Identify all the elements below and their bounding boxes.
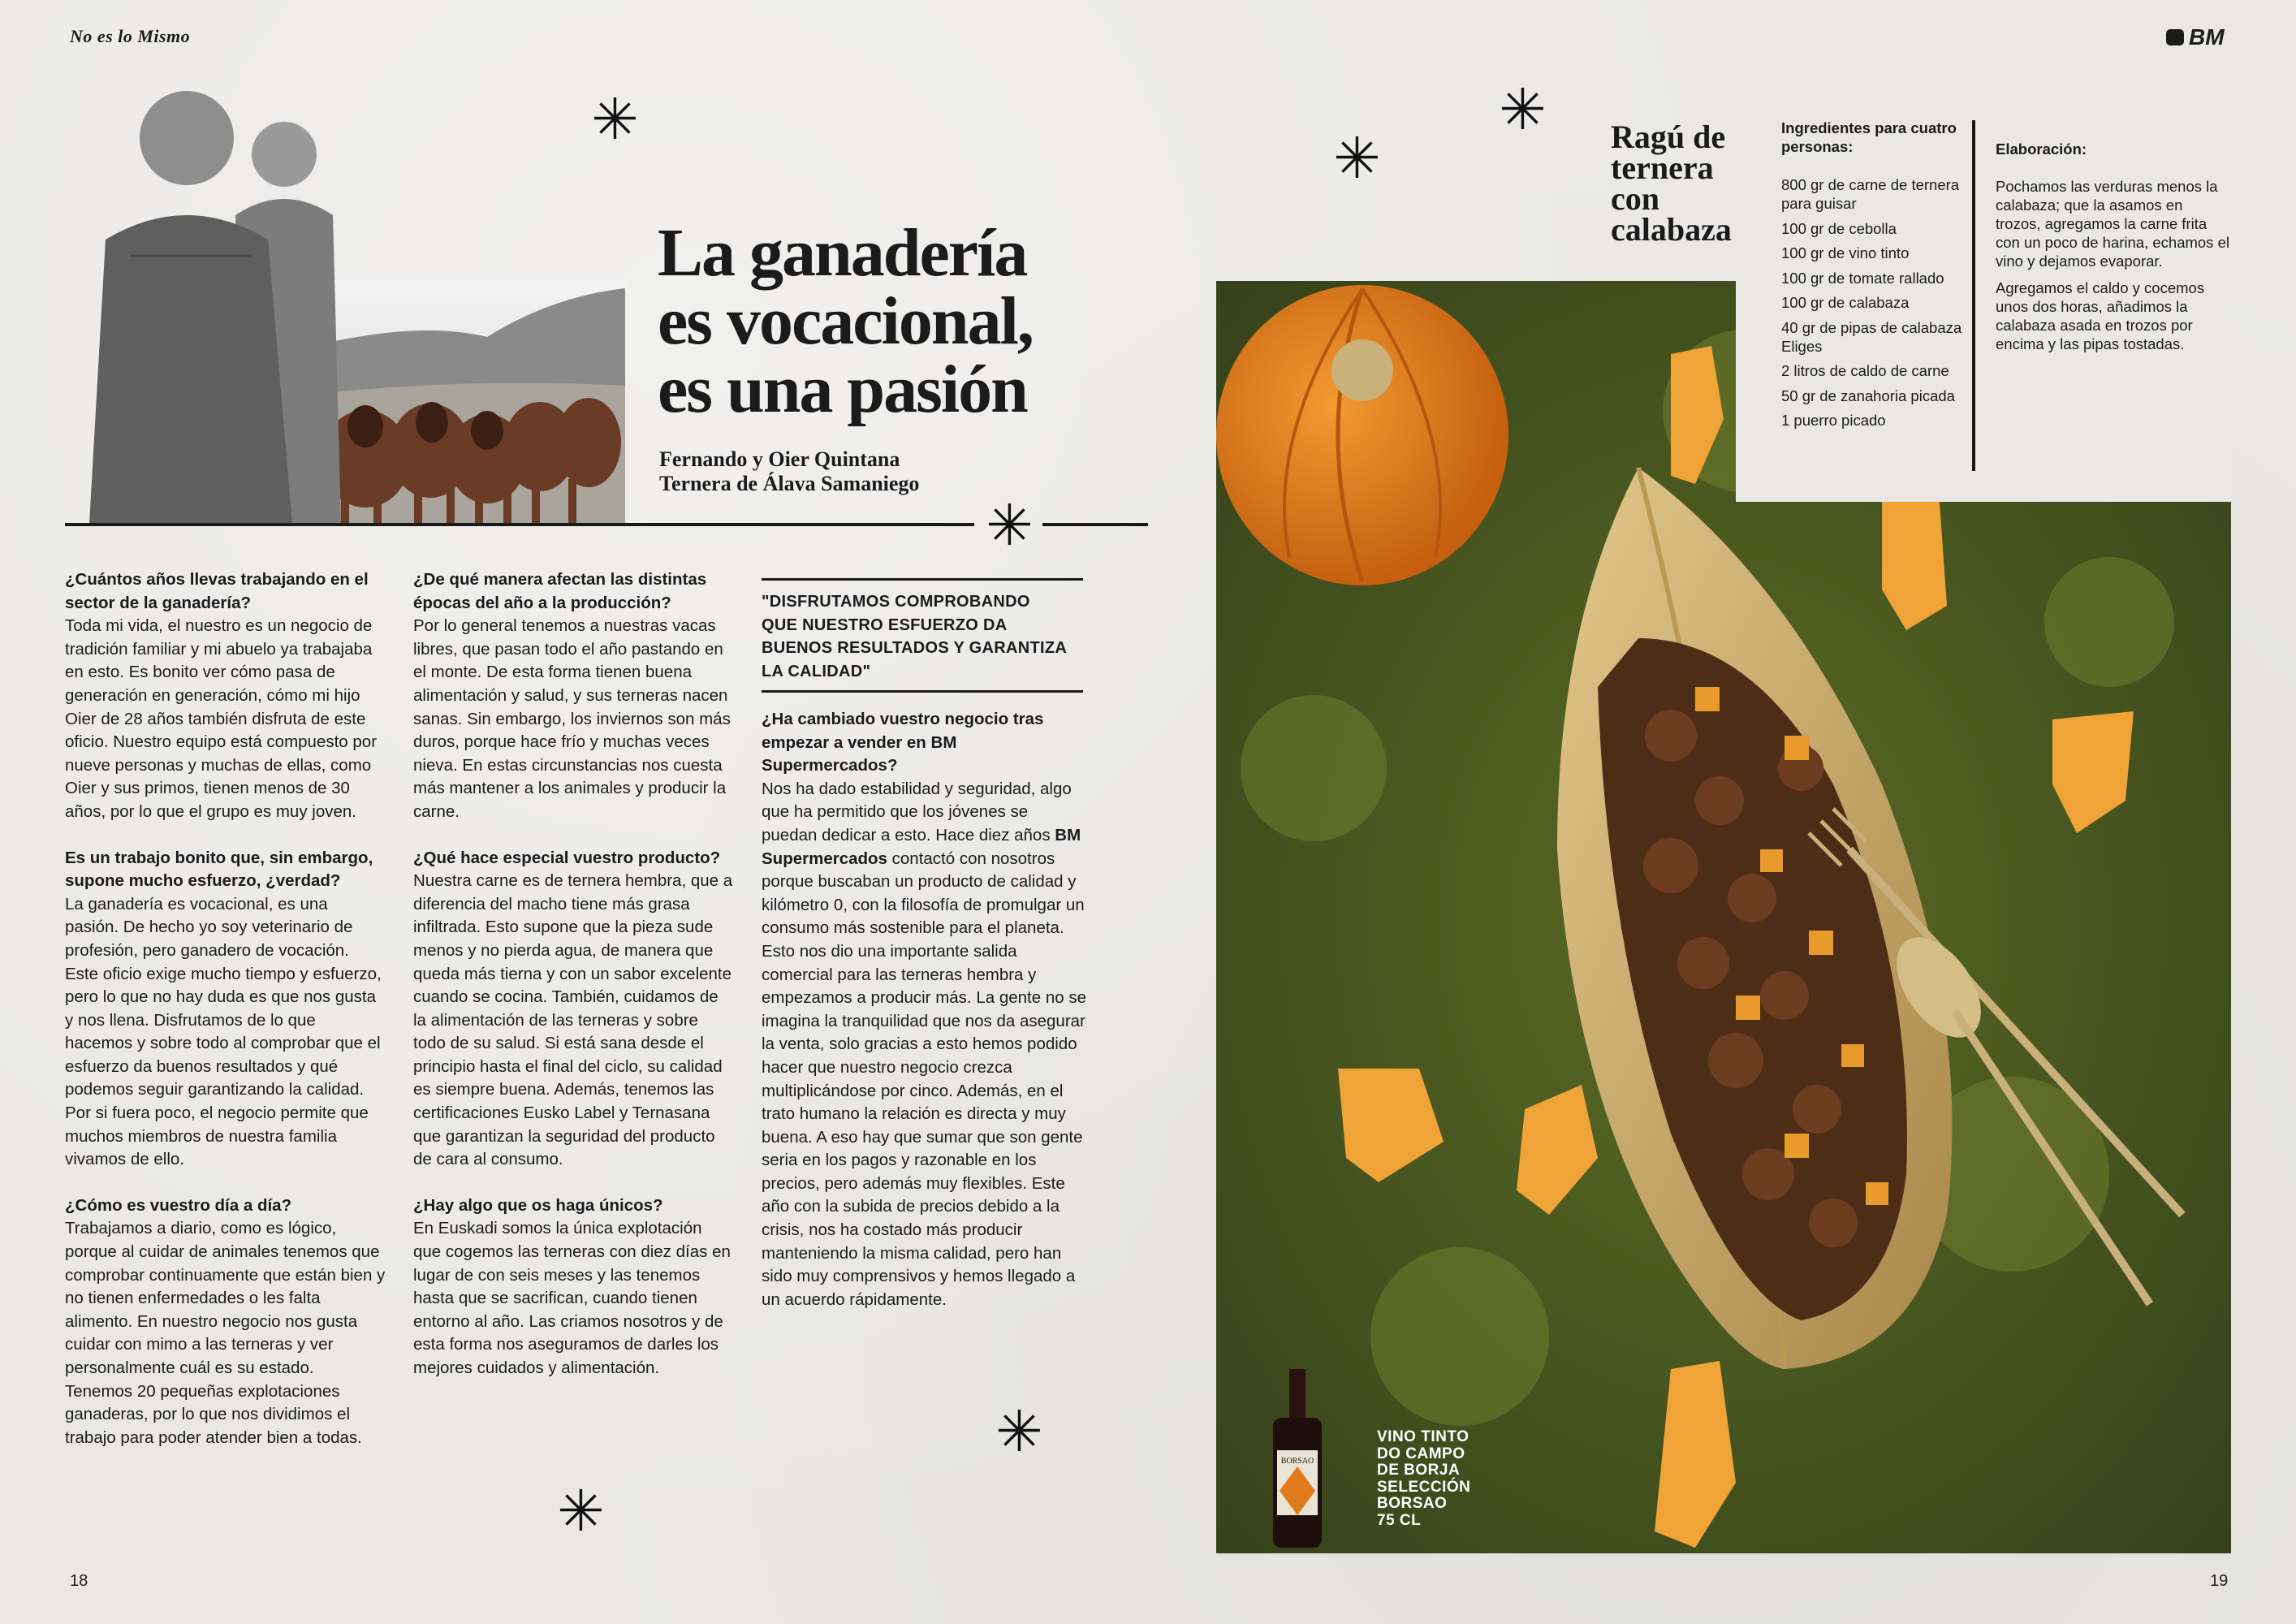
recipe-title-line-1: Ragú de <box>1611 119 1726 155</box>
page-number-right: 19 <box>2210 1572 2229 1590</box>
byline-company: Ternera de Álava Samaniego <box>659 472 920 495</box>
wine-caption-line: 75 CL <box>1377 1511 1422 1529</box>
question: ¿Qué hace especial vuestro producto? <box>413 848 721 867</box>
ingredient-item: 1 puerro picado <box>1781 412 1886 429</box>
qa-block <box>413 568 734 824</box>
asterisk-ornament-icon: ✳ <box>557 1478 605 1544</box>
ingredient-item: 100 gr de cebolla <box>1781 219 1897 237</box>
ingredients-heading: Ingredientes para cuatro personas: <box>1781 119 1957 155</box>
recipe-title <box>1611 119 1757 248</box>
asterisk-ornament-icon: ✳ <box>1333 125 1381 192</box>
wine-caption-line: BORSAO <box>1377 1495 1448 1512</box>
question: ¿Cómo es vuestro día a día? <box>65 1195 292 1215</box>
wine-caption-line: DE BORJA <box>1377 1462 1461 1479</box>
section-rule-left <box>65 523 974 526</box>
elaboration-heading: Elaboración: <box>1996 140 2087 158</box>
ingredient-item: 100 gr de vino tinto <box>1781 244 1910 261</box>
qa-block <box>413 847 734 1172</box>
bm-logo <box>2166 24 2225 50</box>
recipe-title-line-3: con <box>1611 180 1659 217</box>
recipe-title-line-2: ternera <box>1611 149 1714 186</box>
question: Es un trabajo bonito que, sin embargo, supone mucho esfuerzo, ¿verdad? <box>65 848 373 891</box>
ingredients-list <box>1781 175 1972 430</box>
answer-part-2: contactó con nosotros porque buscaban un producto de calidad y kilómetro 0, con la filosofía de promulgar un consumo más sostenible para el planeta. Esto nos dio una importante salida comercial para las terneras hembra y empezamos a producir más. La gente no se imagina la tranquilidad que nos da asegurar la venta, solo gracias a esto hemos podido hacer que nuestro negocio crezca multiplicándose por cinco. Además, en el trato humano la relación es directa y muy buena. A eso hay que sumar que son gente seria en los pagos y razonable en los precios, pero además muy flexibles. Este año con la subida de precios debido a la crisis, nos ha costado más producir manteniendo la misma calidad, pero han sido muy comprensivos y hemos llegado a un acuerdo rápidamente. <box>762 849 1086 1309</box>
asterisk-ornament-icon: ✳ <box>1499 76 1547 143</box>
ingredient-item: 800 gr de carne de ternera para guisar <box>1781 176 1960 212</box>
ingredient-item: 100 gr de tomate rallado <box>1781 269 1944 287</box>
elaboration-step: Agregamos el caldo y cocemos unos dos horas, añadimos la calabaza asada en trozos por encima y las pipas tostadas. <box>1996 279 2205 352</box>
recipe-divider <box>1972 120 1975 471</box>
ingredient-item: 2 litros de caldo de carne <box>1781 362 1949 379</box>
article-column-2 <box>413 568 734 1403</box>
elaboration-steps <box>1996 177 2231 353</box>
article-column-3 <box>762 708 1086 1334</box>
answer: En Euskadi somos la única explotación que cogemos las terneras con diez días en lugar de con seis meses y las tenemos hasta que se sacrifican, cuando tienen entorno al año. Las criamos nosotros y de esta forma nos aseguramos de darles los mejores cuidados y alimentación. <box>413 1219 731 1377</box>
bm-logo-icon <box>2166 29 2184 45</box>
answer: Toda mi vida, el nuestro es un negocio de tradición familiar y mi abuelo ya trabajaba en esto. Es bonito ver cómo pasa de generación en generación, cómo mi hijo Oier de 28 años también disfruta de este oficio. Nuestro equipo está compuesto por nueve personas y muchas de ellas, como Oier y sus primos, tienen menos de 30 años, por lo que el grupo es muy joven. <box>65 616 378 821</box>
asterisk-ornament-icon: ✳ <box>591 86 639 153</box>
headline-line-3: es una pasión <box>658 352 1027 427</box>
question: ¿De qué manera afectan las distintas épocas del año a la producción? <box>413 570 707 612</box>
elaboration-step: Pochamos las verduras menos la calabaza; que la asamos en trozos, agregamos la carne frita con un poco de harina, echamos el vino y dejamos evaporar. <box>1996 178 2229 270</box>
byline-names: Fernando y Oier Quintana <box>659 447 900 471</box>
wine-caption-line: DO CAMPO <box>1377 1445 1465 1462</box>
answer: Trabajamos a diario, como es lógico, porque al cuidar de animales tenemos que comprobar continuamente que están bien y no tienen enfermedades o les falta alimento. En nuestro negocio nos gusta cuidar con mimo a las terneras y ver personalmente cuál es su estado. Tenemos 20 pequeñas explotaciones ganaderas, por lo que nos dividimos el trabajo para poder atender bien a todas. <box>65 1219 386 1447</box>
page-number-left: 18 <box>70 1572 88 1590</box>
ingredient-item: 100 gr de calabaza <box>1781 294 1910 311</box>
asterisk-ornament-icon: ✳ <box>986 492 1034 559</box>
pullquote: "DISFRUTAMOS COMPROBANDO QUE NUESTRO ESFUERZO DA BUENOS RESULTADOS Y GARANTIZA LA CALIDAD" <box>762 593 1067 680</box>
answer-brand: BM Supermercados <box>762 825 1081 868</box>
ingredients-section <box>1781 119 1972 436</box>
ingredient-item: 50 gr de zanahoria picada <box>1781 387 1955 404</box>
qa-block <box>65 1194 386 1450</box>
ingredient-item: 40 gr de pipas de calabaza Eliges <box>1781 318 1962 355</box>
article-headline <box>658 215 1112 427</box>
headline-line-1: La ganadería <box>658 215 1027 291</box>
qa-block <box>65 847 386 1172</box>
asterisk-ornament-icon: ✳ <box>995 1398 1043 1465</box>
article-column-1 <box>65 568 386 1472</box>
qa-block <box>65 568 386 824</box>
article-byline <box>659 447 919 496</box>
question: ¿Ha cambiado vuestro negocio tras empezar a vender en BM Supermercados? <box>762 710 1044 775</box>
answer: La ganadería es vocacional, es una pasión. De hecho yo soy veterinario de profesión, pero ganadero de vocación. Este oficio exige mucho tiempo y esfuerzo, pero lo que no hay duda es que nos gusta y nos llena. Disfrutamos de lo que hacemos y sobre todo al comprobar que el esfuerzo da buenos resultados y qué podemos seguir garantizando la calidad. Por si fuera poco, el negocio permite que muchos miembros de nuestra familia vivamos de ello. <box>65 894 382 1169</box>
qa-block <box>413 1194 734 1380</box>
qa-block <box>762 708 1086 1311</box>
wine-caption-line: SELECCIÓN <box>1377 1478 1471 1496</box>
brand-logo-left: No es lo Mismo <box>70 26 191 46</box>
elaboration-section <box>1996 140 2231 361</box>
recipe-title-line-4: calabaza <box>1611 211 1732 248</box>
wine-caption-line: VINO TINTO <box>1377 1428 1470 1445</box>
farmers-photo <box>81 77 625 524</box>
pullquote-rule-bottom <box>762 690 1083 693</box>
wine-bottle-label: BORSAO <box>1280 1457 1314 1466</box>
answer-part-1: Nos ha dado estabilidad y seguridad, algo que ha permitido que los jóvenes se puedan dedicar a esto. Hace diez años <box>762 779 1072 844</box>
bm-logo-text: BM <box>2189 24 2225 50</box>
wine-caption <box>1377 1429 1470 1529</box>
section-rule-right <box>1042 523 1148 526</box>
pullquote-rule-top <box>762 578 1083 581</box>
question: ¿Hay algo que os haga únicos? <box>413 1195 663 1215</box>
question: ¿Cuántos años llevas trabajando en el sector de la ganadería? <box>65 570 369 612</box>
headline-line-2: es vocacional, <box>658 283 1033 359</box>
answer: Por lo general tenemos a nuestras vacas libres, que pasan todo el año pastando en el monte. De esta forma tienen buena alimentación y salud, y sus terneras nacen sanas. Sin embargo, los inviernos son más duros, porque hace frío y muchas veces nieva. En estas circunstancias nos cuesta más mantener a los animales y producir la carne. <box>413 616 731 821</box>
answer: Nuestra carne es de ternera hembra, que a diferencia del macho tiene más grasa infiltrada. Esto supone que la pieza sude menos y no pierda agua, de manera que queda más tierna y con un sabor excelente cuando se cocina. También, cuidamos de la alimentación de las terneras y sobre todo de su salud. Si está sana desde el principio hasta el final del ciclo, su calidad es siempre buena. Además, tenemos las certificaciones Eusko Label y Ternasana que garantizan la seguridad del producto de cara al consumo. <box>413 871 733 1169</box>
